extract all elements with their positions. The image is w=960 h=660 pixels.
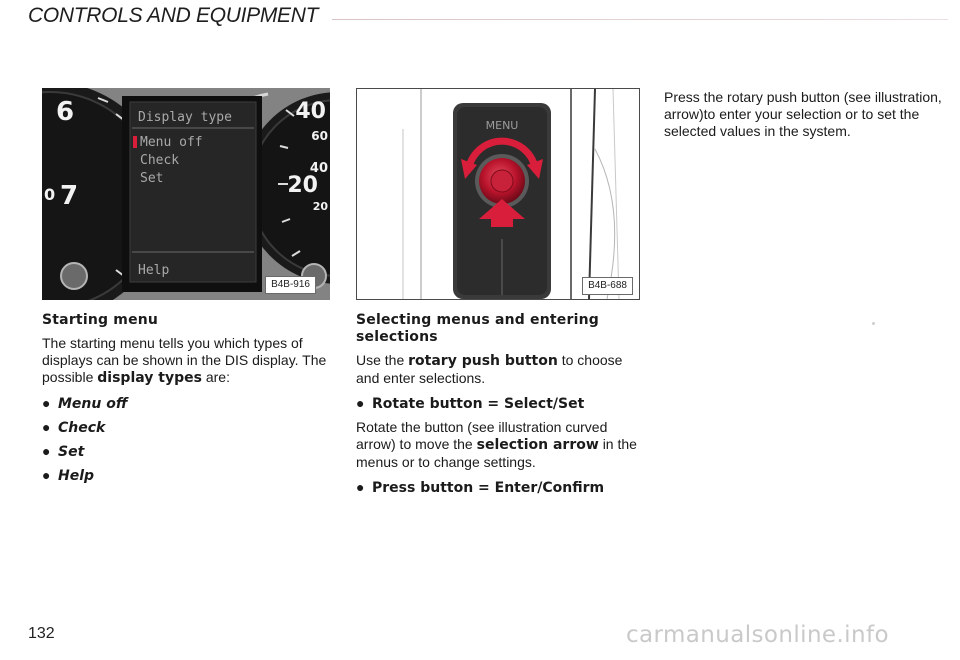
list-item-label: Set: [58, 444, 85, 460]
gauge-left-number: 0: [44, 185, 56, 204]
paragraph: [356, 352, 644, 387]
rotary-button-figure: [356, 88, 640, 300]
bullet-icon: ●: [42, 443, 51, 459]
gauge-right-number: 40: [309, 161, 328, 176]
paragraph-bold: selection arrow: [476, 437, 599, 453]
selecting-menus-section: [356, 312, 644, 497]
section-heading: Selecting menus and entering selections: [356, 312, 599, 345]
list-item-label: Press button = Enter/Confirm: [372, 480, 605, 496]
gauge-left-number: 7: [60, 181, 79, 211]
paragraph: [42, 335, 332, 387]
paragraph-text: The starting menu tells you which types of displays can be shown in the DIS display. The possible: [42, 335, 327, 385]
list-item: [42, 395, 332, 413]
list-item-label: Menu off: [58, 396, 128, 412]
paragraph-text: Use the: [356, 352, 405, 368]
dis-menu-item: Menu off: [140, 135, 203, 150]
header-rule: [332, 19, 948, 20]
paragraph-bold: display types: [97, 370, 202, 386]
gauge-right-number: 40: [295, 99, 326, 124]
instrument-cluster-figure: [42, 88, 330, 300]
starting-menu-section: [42, 312, 332, 485]
paragraph: [356, 419, 644, 471]
list-item-label: Check: [58, 420, 106, 436]
paragraph-text: in the menus or to change settings.: [356, 436, 637, 470]
bullet-icon: ●: [42, 467, 51, 483]
section-title: CONTROLS AND EQUIPMENT: [28, 4, 319, 27]
gauge-right-number: 20: [287, 173, 318, 198]
menu-button-label: MENU: [485, 119, 519, 132]
list-item: [42, 419, 332, 437]
bullet-icon: ●: [42, 395, 51, 411]
watermark: carmanualsonline.info: [626, 622, 889, 648]
figure-code: B4B-916: [265, 276, 316, 294]
knob-icon: [61, 263, 87, 289]
paragraph-text: Press the rotary push button (see illustration, arrow)to enter your selection or to set the selected values in the system.: [664, 89, 942, 139]
display-type-list: [42, 395, 332, 485]
list-item: [356, 395, 644, 413]
list-item: [356, 479, 644, 497]
dis-menu-item: Check: [140, 153, 180, 168]
paragraph-bold: rotary push button: [408, 353, 558, 369]
paragraph-text: are:: [205, 369, 230, 385]
list-item: [42, 467, 332, 485]
bullet-icon: ●: [356, 479, 365, 495]
dis-menu-title: Display type: [138, 110, 232, 125]
bullet-icon: ●: [42, 419, 51, 435]
gauge-right-number: 20: [312, 200, 328, 213]
page-number: 132: [28, 625, 55, 642]
dis-menu-help: Help: [138, 263, 170, 278]
paragraph-text: to choose and enter selections.: [356, 352, 623, 386]
instrument-cluster-illustration: [42, 88, 330, 300]
print-speck: [872, 322, 875, 325]
bullet-icon: ●: [356, 395, 365, 411]
rotary-button-illustration: [357, 89, 639, 299]
figure-code: B4B-688: [582, 277, 633, 295]
list-item: [42, 443, 332, 461]
press-button-section: [664, 89, 954, 140]
list-item-label: Help: [58, 468, 95, 484]
section-heading: Starting menu: [42, 312, 159, 328]
list-item-label: Rotate button = Select/Set: [372, 396, 585, 412]
selection-arrow-icon: [133, 136, 137, 148]
dis-menu-item: Set: [140, 171, 164, 186]
gauge-right-number: 60: [311, 129, 328, 143]
paragraph-text: Rotate the button (see illustration curved arrow) to move the: [356, 419, 608, 452]
gauge-left-number: 6: [56, 97, 75, 127]
